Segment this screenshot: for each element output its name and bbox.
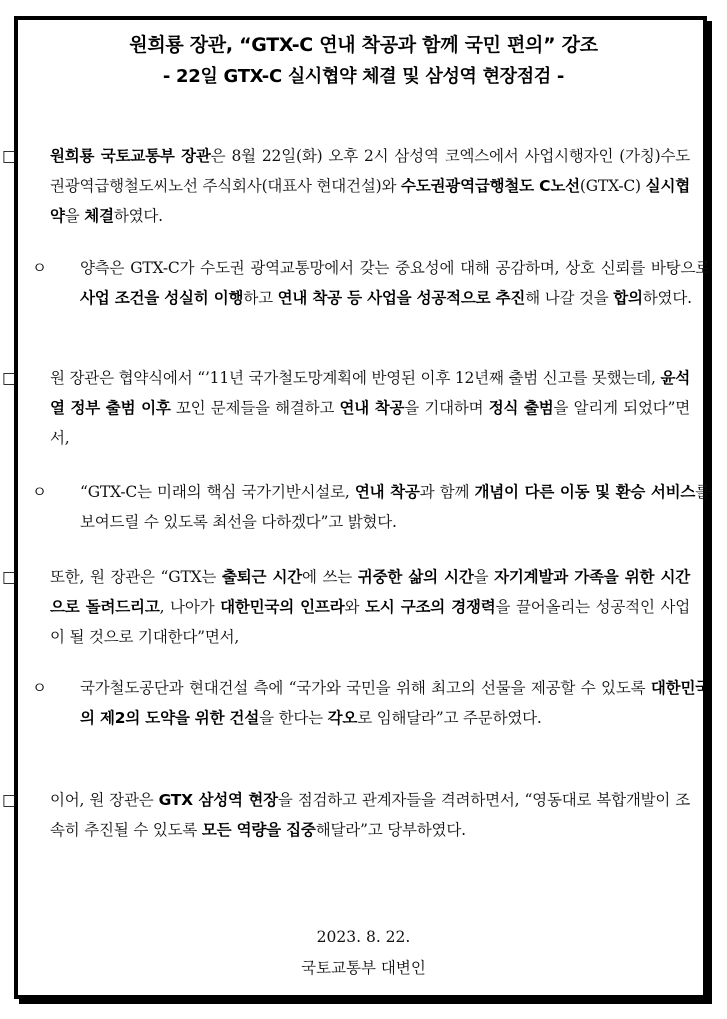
paragraph-4: ㅇ “GTX-C는 미래의 핵심 국가기반시설로, 연내 착공과 함께 개념이 다른 이동 및 환승 서비스를 보여드릴 수 있도록 최선을 다하겠다”고 밝혔다. bbox=[36, 477, 710, 537]
paragraph-3: □ 원 장관은 협약식에서 “’11년 국가철도망계획에 반영된 이후 12년째 출범 신고를 못했는데, 윤석열 정부 출범 이후 꼬인 문제들을 해결하고 연내 착공을 기대하며 정식 출범을 알리게 되었다”면서, bbox=[26, 363, 690, 453]
circle-bullet: ㅇ bbox=[32, 483, 47, 501]
square-bullet: □ bbox=[2, 568, 17, 586]
square-bullet: □ bbox=[2, 369, 17, 387]
paragraph-7: □ 이어, 원 장관은 GTX 삼성역 현장을 점검하고 관계자들을 격려하면서, “영동대로 복합개발이 조속히 추진될 수 있도록 모든 역량을 집중해달라”고 당부하였다. bbox=[26, 785, 690, 845]
paragraph-1: □ 원희룡 국토교통부 장관은 8월 22일(화) 오후 2시 삼성역 코엑스에서 사업시행자인 (가칭)수도권광역급행철도씨노선 주식회사(대표사 현대건설)와 수도권광역급행철도 C노선(GTX-C) 실시협약을 체결하였다. bbox=[26, 141, 690, 231]
paragraph-2: ㅇ 양측은 GTX-C가 수도권 광역교통망에서 갖는 중요성에 대해 공감하며, 상호 신뢰를 바탕으로 사업 조건을 성실히 이행하고 연내 착공 등 사업을 성공적으로 추진해 나갈 것을 합의하였다. bbox=[36, 253, 710, 313]
page-title: 원희룡 장관, “GTX-C 연내 착공과 함께 국민 편의” 강조 bbox=[129, 34, 598, 56]
paragraph-5: □ 또한, 원 장관은 “GTX는 출퇴근 시간에 쓰는 귀중한 삶의 시간을 자기계발과 가족을 위한 시간으로 돌려드리고, 나아가 대한민국의 인프라와 도시 구조의 경쟁력을 끌어올리는 성공적인 사업이 될 것으로 기대한다”면서, bbox=[26, 562, 690, 652]
page-subtitle: - 22일 GTX-C 실시협약 체결 및 삼성역 현장점검 - bbox=[162, 66, 565, 87]
paragraph-6: ㅇ 국가철도공단과 현대건설 측에 “국가와 국민을 위해 최고의 선물을 제공할 수 있도록 대한민국의 제2의 도약을 위한 건설을 한다는 각오로 임해달라”고 주문하였다. bbox=[36, 673, 710, 733]
square-bullet: □ bbox=[2, 791, 17, 809]
circle-bullet: ㅇ bbox=[32, 679, 47, 697]
signature: 국토교통부 대변인 bbox=[301, 959, 426, 977]
circle-bullet: ㅇ bbox=[32, 259, 47, 277]
square-bullet: □ bbox=[2, 147, 17, 165]
document-date: 2023. 8. 22. bbox=[316, 928, 411, 946]
